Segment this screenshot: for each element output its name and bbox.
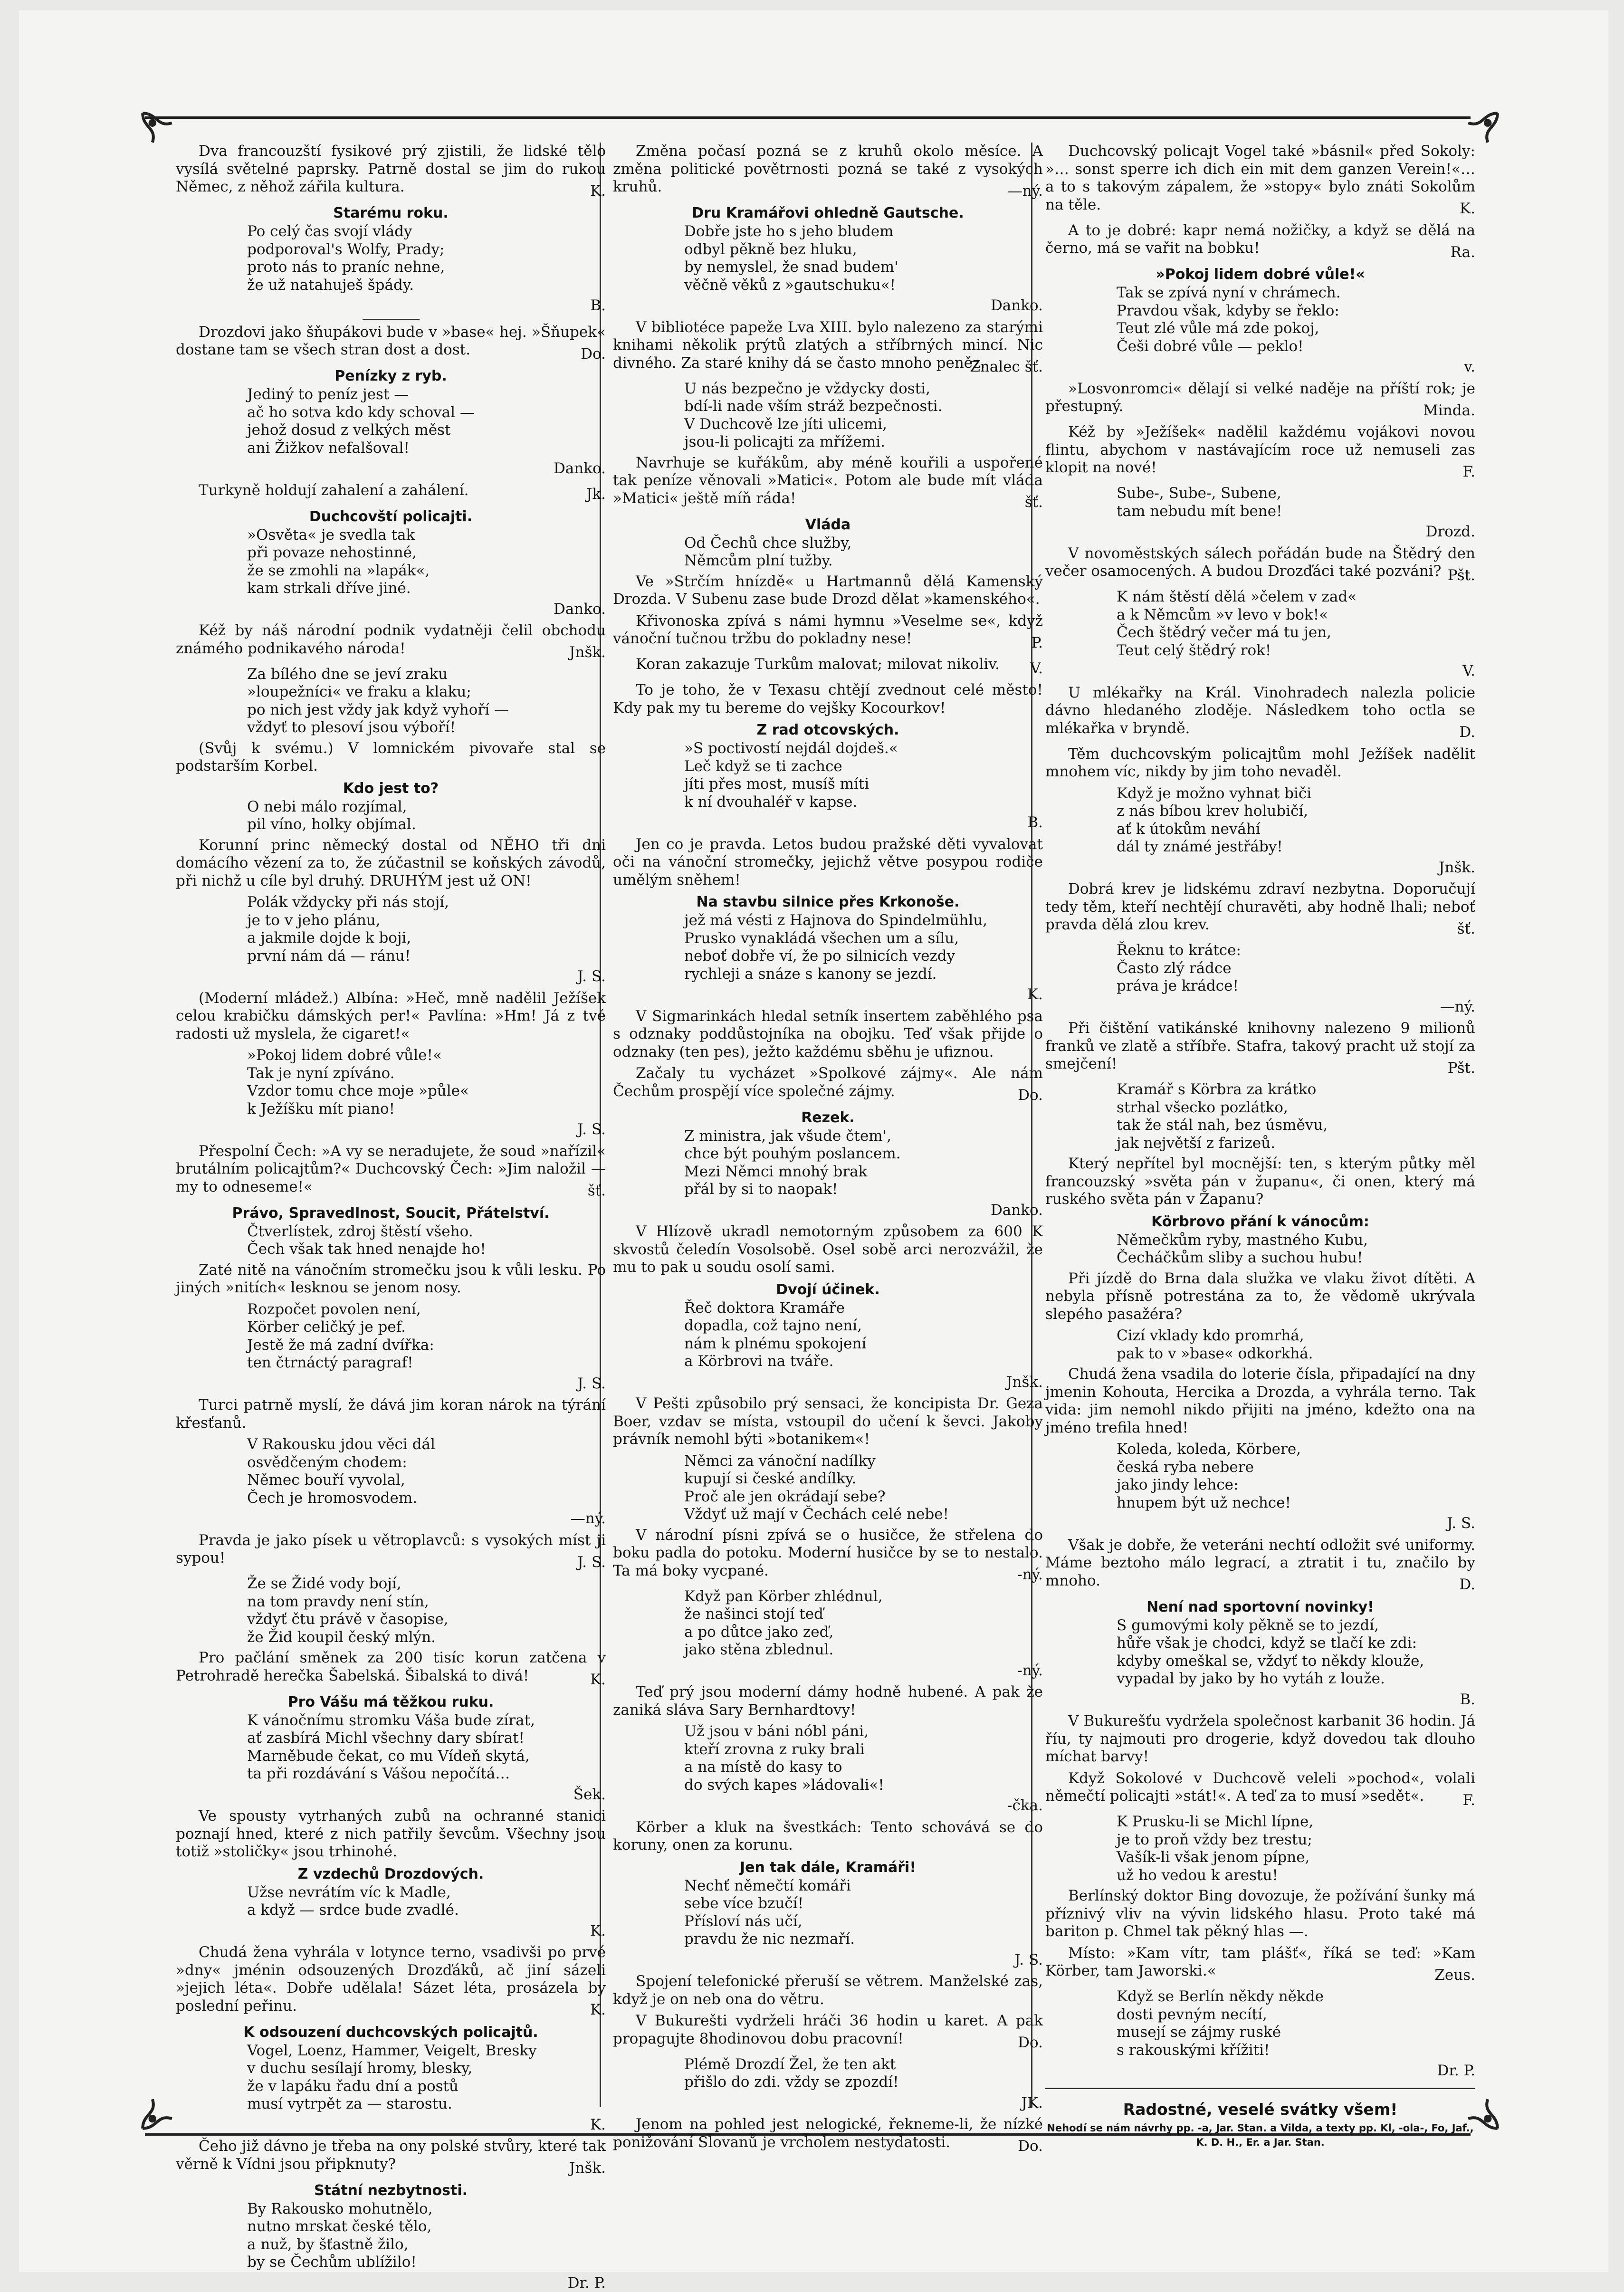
author-signature: Danko. xyxy=(176,460,606,478)
author-signature: Dr. P. xyxy=(1045,2062,1475,2080)
verse-block: U nás bezpečno je vždycky dosti, bdí-li nade vším stráž bezpečnosti. V Duchcově lze jíti ulicemi, jsou-li policajti za mřížemi. xyxy=(613,380,1043,451)
item-heading: Duchcovští policajti. xyxy=(176,508,606,525)
author-signature: Dr. P. xyxy=(176,2274,606,2292)
item-heading: Na stavbu silnice přes Krkonoše. xyxy=(613,894,1043,911)
author-signature: K. xyxy=(176,2001,606,2019)
closing-rule xyxy=(1045,2088,1475,2089)
author-signature: Jnšk. xyxy=(1045,859,1475,877)
verse-block: V Rakousku jdou věci dál osvědčeným chodem: Němec bouří vyvolal, Čech je hromosvodem. xyxy=(176,1436,606,1507)
holiday-greeting: Radostné, veselé svátky všem! xyxy=(1045,2101,1475,2119)
author-signature: J. S. xyxy=(1045,1515,1475,1533)
editorial-note: Nehodí se nám návrhy pp. -a, Jar. Stan. a Vilda, a texty pp. Kl, -ola-, Fo, Jaf., K. D. H., Er. a Jar. Stan. xyxy=(1045,2121,1475,2149)
article-paragraph: Dobrá krev je lidskému zdraví nezbytna. Doporučují tedy těm, kteří nechtějí churavěti, aby hodně lhali; neboť pravda dělá zlou krev. xyxy=(1045,880,1475,934)
verse-block: Čtverlístek, zdroj štěstí všeho. Čech však tak hned nenajde ho! xyxy=(176,1223,606,1259)
verse-block: Za bílého dne se jeví zraku »loupežníci« ve fraku a klaku; po nich jest vždy jak když vyhoří — vždyť to plesoví jsou výboří! xyxy=(176,666,606,737)
article-paragraph: Duchcovský policajt Vogel také »básnil« před Sokoly: »… sonst sperre ich dich ein mit dem ganzen Verein!«… a to s takovým zápalem, že »stopy« bylo znáti Sokolům na těle. xyxy=(1045,143,1475,214)
verse-block: Kramář s Körbra za krátko strhal všecko pozlátko, tak že stál nah, bez úsměvu, jak největší z farizeů. xyxy=(1045,1081,1475,1152)
article-paragraph: Však je dobře, že veteráni nechtí odložit své uniformy. Máme beztoho málo legrací, a ztratit i tu, značilo by mnoho. xyxy=(1045,1537,1475,1590)
article-paragraph: V Sigmarinkách hledal setník insertem zaběhlého psa s odznaky poddůstojníka na obojku. Teď však přijde o odznaky (ten pes), ježto každému sběhu je ufiznou. xyxy=(613,1008,1043,1061)
author-signature: —ný. xyxy=(1045,998,1475,1016)
article-paragraph: To je toho, že v Texasu chtějí zvednout celé město! Kdy pak my tu bereme do vejšky Kocourkov! xyxy=(613,681,1043,717)
article-paragraph: Chudá žena vsadila do loterie čísla, připadající na dny jmenin Kohouta, Hercika a Drozda, a vyhrála terno. Tak vida: jim nemohl nikdo přijiti na jméno, kdežto ona na jméno trefila hned! xyxy=(1045,1366,1475,1437)
verse-block: »Osvěta« je svedla tak při povaze nehostinné, že se zmohli na »lapák«, kam strkali dříve jiné. xyxy=(176,526,606,598)
article-paragraph: Kéž by náš národní podnik vydatněji čelil obchodu známého podnikavého národa! xyxy=(176,622,606,658)
verse-block: Tak se zpívá nyní v chrámech. Pravdou však, kdyby se řeklo: Teut zlé vůle má zde pokoj, Češi dobré vůle — peklo! xyxy=(1045,284,1475,355)
verse-block: Řeknu to krátce: Často zlý rádce práva je krádce! xyxy=(1045,942,1475,995)
author-signature: D. xyxy=(1045,1576,1475,1594)
article-paragraph: Drozdovi jako šňupákovi bude v »base« hej. »Šňupek« dostane tam se všech stran dost a dost. xyxy=(176,324,606,359)
author-signature: Zeus. xyxy=(1045,1967,1475,1985)
author-signature: Danko. xyxy=(613,297,1043,315)
item-heading: Z vzdechů Drozdových. xyxy=(176,1866,606,1883)
author-signature: K. xyxy=(176,1922,606,1940)
verse-block: Nechť němečtí komáři sebe více bzučí! Přísloví nás učí, pravdu že nic nezmaří. xyxy=(613,1877,1043,1948)
author-signature: Minda. xyxy=(1045,402,1475,420)
item-heading: Körbrovo přání k vánocům: xyxy=(1045,1213,1475,1231)
article-paragraph: V Bukurešti vydrželi hráči 36 hodin u karet. A pak propagujte 8hodinovou dobu pracovní! xyxy=(613,2012,1043,2048)
text-column-2 xyxy=(613,143,1043,2105)
article-paragraph: Křivonoska zpívá s námi hymnu »Veselme se«, když vánoční tučnou tržbu do pokladny nese! xyxy=(613,612,1043,648)
author-signature: šť. xyxy=(613,494,1043,512)
article-paragraph: (Moderní mládež.) Albína: »Heč, mně nadělil Ježíšek celou krabičku dámských per!« Pavlína: »Hm! Já z tvé radosti už myslela, že cigaret!« xyxy=(176,990,606,1043)
text-column-3 xyxy=(1045,143,1475,2105)
corner-ornament-icon xyxy=(1463,108,1502,147)
author-signature: B. xyxy=(1045,1691,1475,1709)
article-paragraph: U mlékařky na Král. Vinohradech nalezla policie dávno hledaného zloděje. Následkem toho octla se mlékařka v bryndě. xyxy=(1045,684,1475,738)
item-heading: »Pokoj lidem dobré vůle!« xyxy=(1045,266,1475,283)
verse-block: Sube-, Sube-, Subene, tam nebudu mít bene! xyxy=(1045,485,1475,520)
item-heading: Státní nezbytnosti. xyxy=(176,2182,606,2199)
article-paragraph: Při jízdě do Brna dala služka ve vlaku život dítěti. A nebyla přísně potrestána za to, že vědomě ukrývala slepého pasažéra? xyxy=(1045,1270,1475,1324)
verse-block: »S poctivostí nejdál dojdeš.« Leč když se ti zachce jíti přes most, musíš míti k ní dvouhaléř v kapse. xyxy=(613,740,1043,811)
author-signature: K. xyxy=(1045,200,1475,218)
item-heading: Rezek. xyxy=(613,1109,1043,1127)
article-paragraph: Teď prý jsou moderní dámy hodně hubené. A pak že zaniká sláva Sary Bernhardtovy! xyxy=(613,1683,1043,1719)
article-paragraph: V bibliotéce papeže Lva XIII. bylo nalezeno za starými knihami několik prýtů zlatých a stříbrných mincí. Nic divného. Za staré knihy dá se často mnoho peněz. xyxy=(613,319,1043,372)
verse-block: Po celý čas svojí vlády podporoval's Wolfy, Prady; proto nás to praníc nehne, že už natahuješ špády. xyxy=(176,223,606,294)
article-paragraph: V Pešti způsobilo prý sensaci, že koncipista Dr. Geza Boer, vzdav se místa, vstoupil do učení k ševci. Jakoby právník nemohl býti »botanikem«! xyxy=(613,1395,1043,1449)
author-signature: šť. xyxy=(176,1182,606,1200)
verse-block: K vánočnímu stromku Váša bude zírat, ať zasbírá Michl všechny dary sbírat! Marněbude čekat, co mu Vídeň skytá, ta při rozdávání s Vášou nepočítá… xyxy=(176,1712,606,1783)
item-heading: Kdo jest to? xyxy=(176,780,606,797)
item-heading: Dvojí účinek. xyxy=(613,1281,1043,1299)
item-heading: Jen tak dále, Kramáři! xyxy=(613,1859,1043,1876)
article-paragraph: Spojení telefonické přeruší se větrem. Manželské zas, když je on neb ona do větru. xyxy=(613,1973,1043,2008)
item-heading: Starému roku. xyxy=(176,205,606,222)
verse-block: Němci za vánoční nadílky kupují si české andílky. Proč ale jen okrádají sebe? Vždyť už mají v Čechách celé nebe! xyxy=(613,1452,1043,1524)
article-paragraph: Začaly tu vycházet »Spolkové zájmy«. Ale nám Čechům prospějí více společné zájmy. xyxy=(613,1065,1043,1100)
author-signature: V. xyxy=(1045,662,1475,680)
author-signature: Drozd. xyxy=(1045,523,1475,541)
article-paragraph: Pro pačlání směnek za 200 tisíc korun zatčena v Petrohradě herečka Šabelská. Šibalská to divá! xyxy=(176,1649,606,1685)
verse-block: Z ministra, jak všude čtem', chce být pouhým poslancem. Mezi Němci mnohý brak přál by si to naopak! xyxy=(613,1127,1043,1199)
verse-block: Už jsou v báni nóbl páni, kteří zrovna z ruky brali a na místě do kasy to do svých kapes »ládovali«! xyxy=(613,1723,1043,1794)
article-paragraph: Jenom na pohled jest nelogické, řekneme-li, že nízké ponižování Slovanů je vrcholem nestydatosti. xyxy=(613,2116,1043,2151)
author-signature: Do. xyxy=(613,2034,1043,2052)
verse-block: Dobře jste ho s jeho bludem odbyl pěkně bez hluku, by nemyslel, že snad budem' věčně věků z »gautschuku«! xyxy=(613,223,1043,294)
article-paragraph: »Losvonromci« dělají si velké naděje na příští rok; je přestupný. xyxy=(1045,380,1475,416)
author-signature: V. xyxy=(613,660,1043,678)
article-paragraph: Ve »Strčím hnízdě« u Hartmannů dělá Kamenský Drozda. V Subenu zase bude Drozd dělat »kamenského«. xyxy=(613,573,1043,609)
article-paragraph: Berlínský doktor Bing dovozuje, že požívání šunky má příznivý vliv na vývin lidského hlasu. Proto také má bariton p. Chmel tak pěkný hlas —. xyxy=(1045,1887,1475,1941)
item-heading: Není nad sportovní novinky! xyxy=(1045,1599,1475,1616)
author-signature: v. xyxy=(1045,358,1475,376)
author-signature: K. xyxy=(176,1671,606,1689)
article-paragraph: Místo: »Kam vítr, tam plášť«, říká se teď: »Kam Körber, tam Jaworski.« xyxy=(1045,1945,1475,1980)
article-paragraph: Který nepřítel byl mocnější: ten, s kterým půtky měl francouzský »světa pán v županu«, či onen, který má ruského světa pán v Žapanu? xyxy=(1045,1155,1475,1209)
article-paragraph: Navrhuje se kuřákům, aby méně kouřili a uspořené tak peníze věnovali »Matici«. Potom ale bude mít vláda »Matici« ještě míň ráda! xyxy=(613,454,1043,508)
verse-block: Od Čechů chce služby, Němcům plní tužby. xyxy=(613,535,1043,570)
article-paragraph: Körber a kluk na švestkách: Tento schovává se do koruny, onen za korunu. xyxy=(613,1819,1043,1854)
item-heading: Z rad otcovských. xyxy=(613,722,1043,739)
verse-block: Když pan Körber zhlédnul, že našinci stojí teď a po důtce jako zeď, jako stěna zblednul. xyxy=(613,1588,1043,1659)
article-paragraph: (Svůj k svému.) V lomnickém pivovaře stal se podstarším Korbel. xyxy=(176,740,606,775)
author-signature: Jnšk. xyxy=(613,1374,1043,1392)
author-signature: J. S. xyxy=(176,968,606,986)
verse-block: »Pokoj lidem dobré vůle!« Tak je nyní zpíváno. Vzdor tomu chce moje »půle« k Ježíšku mít piano! xyxy=(176,1047,606,1118)
author-signature: -čka. xyxy=(613,1797,1043,1815)
author-signature: —ný. xyxy=(613,182,1043,201)
article-paragraph: Pravda je jako písek u větroplavců: s vysokých míst ji sypou! xyxy=(176,1532,606,1567)
article-paragraph: Přespolní Čech: »A vy se neradujete, že soud »nařízil« brutálním policajtům?« Duchcovský Čech: »Jim naložil — my to odneseme!« xyxy=(176,1143,606,1196)
verse-block: Že se Židé vody bojí, na tom pravdy není stín, vždyť čtu právě v časopise, že Žid koupil český mlýn. xyxy=(176,1575,606,1646)
author-signature: -ný. xyxy=(613,1566,1043,1584)
corner-ornament-icon xyxy=(138,2094,177,2133)
item-heading: Penízky z ryb. xyxy=(176,368,606,385)
author-signature: Ra. xyxy=(1045,244,1475,262)
author-signature: Jk. xyxy=(176,486,606,504)
item-heading: Pro Vášu má těžkou ruku. xyxy=(176,1694,606,1711)
verse-block: Rozpočet povolen není, Körber celičký je pef. Jestě že má zadní dvířka: ten čtrnáctý paragraf! xyxy=(176,1301,606,1372)
author-signature: J. S. xyxy=(176,1375,606,1393)
author-signature: šť. xyxy=(1045,920,1475,938)
author-signature: J. S. xyxy=(613,1951,1043,1969)
article-paragraph: Těm duchcovským policajtům mohl Ježíšek nadělit mnohem víc, nikdy by jim toho nevaděl. xyxy=(1045,745,1475,781)
article-paragraph: Změna počasí pozná se z kruhů okolo měsíce. A změna politické povětrnosti pozná se také z vysokých kruhů. xyxy=(613,143,1043,196)
verse-block: K Prusku-li se Michl lípne, je to proň vždy bez trestu; Vašík-li však jenom pípne, už ho vedou k arestu! xyxy=(1045,1813,1475,1884)
author-signature: D. xyxy=(1045,724,1475,742)
verse-block: Polák vždycky při nás stojí, je to v jeho plánu, a jakmile dojde k boji, první nám dá — ránu! xyxy=(176,894,606,965)
article-paragraph: Chudá žena vyhrála v lotynce terno, vsadivši po prvé »dny« jménin odsouzených Drozďáků, ač jiní sázeli »jejich léta«. Dobře udělala! Sázet léta, prosázela by poslední peřinu. xyxy=(176,1944,606,2015)
author-signature: F. xyxy=(1045,1792,1475,1810)
author-signature: Pšt. xyxy=(1045,567,1475,585)
author-signature: Znalec šť. xyxy=(613,358,1043,376)
article-paragraph: A to je dobré: kapr nemá nožičky, a když se dělá na černo, má se vařit na bobku! xyxy=(1045,222,1475,258)
article-paragraph: V národní písni zpívá se o husičce, že střelena do boku padla do potoku. Moderní husičce by se to nestalo. Ta má boky vycpané. xyxy=(613,1527,1043,1580)
article-paragraph: V Bukurešťu vydržela společnost karbanit 36 hodin. Já říu, ty najmouti pro drogerie, když dovedou tak dlouho míchat barvy! xyxy=(1045,1712,1475,1766)
article-paragraph: Korunní princ německý dostal od NĚHO tři dni domácího vězení za to, že zúčastnil se koňských závodů, při nichž u cíle byl druhý. DRUHÝM jest už ON! xyxy=(176,837,606,890)
article-paragraph: V novoměstských sálech pořádán bude na Štědrý den večer osamocených. A budou Drozďáci také pozváni? xyxy=(1045,545,1475,581)
author-signature: Danko. xyxy=(176,601,606,619)
verse-block: O nebi málo rozjímal, pil víno, holky objímal. xyxy=(176,798,606,834)
verse-block: Užse nevrátím víc k Madle, a když — srdce bude zvadlé. xyxy=(176,1884,606,1920)
article-paragraph: Ve spousty vytrhaných zubů na ochranné stanici poznají hned, které z nich patřily ševcům. Všechny jsou totiž »stoličky« jsou trhinohé. xyxy=(176,1807,606,1861)
item-heading: Právo, Spravedlnost, Soucit, Přátelství. xyxy=(176,1205,606,1222)
separator-rule xyxy=(363,319,420,320)
verse-block: Když se Berlín někdy někde dosti pevným necítí, musejí se zájmy ruské s rakouskými křížiti! xyxy=(1045,1988,1475,2059)
author-signature: B. xyxy=(176,297,606,315)
author-signature: K. xyxy=(176,2116,606,2134)
article-paragraph: Když Sokolové v Duchcově veleli »pochod«, volali němečtí policajti »stát!«. A teď za to musí »sedět«. xyxy=(1045,1770,1475,1805)
article-paragraph: Turci patrně myslí, že dává jim koran nárok na týrání křesťanů. xyxy=(176,1396,606,1432)
author-signature: JK. xyxy=(613,2094,1043,2112)
author-signature: Jnšk. xyxy=(176,2159,606,2177)
verse-block: Cizí vklady kdo promrhá, pak to v »base« odkorkhá. xyxy=(1045,1327,1475,1363)
author-signature: K. xyxy=(176,182,606,201)
item-heading: K odsouzení duchcovských policajtů. xyxy=(176,2024,606,2041)
author-signature: -ný. xyxy=(613,1662,1043,1680)
author-signature: —ný. xyxy=(176,1510,606,1528)
article-paragraph: Kéž by »Ježíšek« nadělil každému vojákovi novou flintu, abychom v nastávajícím roce už nemuseli zas klopit na nové! xyxy=(1045,423,1475,477)
author-signature: Jnšk. xyxy=(176,644,606,662)
author-signature: Šek. xyxy=(176,1786,606,1804)
verse-block: K nám štěstí dělá »čelem v zad« a k Němcům »v levo v bok!« Čech štědrý večer má tu jen, Teut celý štědrý rok! xyxy=(1045,588,1475,659)
article-paragraph: Čeho již dávno je třeba na ony polské stvůry, které tak věrně k Vídni jsou připknuty? xyxy=(176,2138,606,2173)
author-signature: Pšt. xyxy=(1045,1060,1475,1078)
item-heading: Vláda xyxy=(613,516,1043,534)
verse-block: Vogel, Loenz, Hammer, Veigelt, Bresky v duchu sesílají hromy, blesky, že v lapáku řadu dní a postů musí vytrpět za — starostu. xyxy=(176,2042,606,2113)
author-signature: Do. xyxy=(613,1087,1043,1105)
article-paragraph: Turkyně holdují zahalení a zahálení. xyxy=(176,482,606,500)
item-heading: Dru Kramářovi ohledně Gautsche. xyxy=(613,205,1043,222)
article-paragraph: Při čištění vatikánské knihovny nalezeno 9 milionů franků ve zlatě a stříbře. Stafra, takový pracht už stojí za smejčení! xyxy=(1045,1020,1475,1073)
author-signature: J. S. xyxy=(176,1554,606,1572)
article-paragraph: Koran zakazuje Turkům malovat; milovat nikoliv. xyxy=(613,656,1043,674)
verse-block: Koleda, koleda, Körbere, česká ryba nebere jako jindy lehce: hnupem být už nechce! xyxy=(1045,1441,1475,1512)
text-column-1 xyxy=(176,143,606,2105)
verse-block: By Rakousko mohutnělo, nutno mrskat české tělo, a nuž, by šťastně žilo, by se Čechům ublížilo! xyxy=(176,2200,606,2272)
verse-block: Řeč doktora Kramáře dopadla, což tajno není, nám k plnému spokojení a Körbrovi na tváře. xyxy=(613,1299,1043,1371)
author-signature: P. xyxy=(613,634,1043,652)
verse-block: S gumovými koly pěkně se to jezdí, hůře však je chodci, když se tlačí ke zdi: kdyby omeškal se, vždyť to někdy klouže, vypadal by jako by ho vytáh z louže. xyxy=(1045,1617,1475,1688)
verse-block: Jediný to peníz jest — ač ho sotva kdo kdy schoval — jehož dosud z velkých měst ani Žižkov nefalšoval! xyxy=(176,386,606,457)
verse-block: Plémě Drozdí Žel, že ten akt přišlo do zdi. vždy se zpozdí! xyxy=(613,2056,1043,2091)
verse-block: jež má vésti z Hajnova do Spindelmühlu, Prusko vynakládá všechen um a sílu, neboť dobře ví, že po silnicích vezdy rychleji a snáze s kanony se jezdí. xyxy=(613,912,1043,983)
author-signature: F. xyxy=(1045,463,1475,481)
article-paragraph: V Hlízově ukradl nemotorným způsobem za 600 K skvostů čeledín Vosolsobě. Osel sobě arci nerozvážil, že mu to pak u soudu osolí sami. xyxy=(613,1223,1043,1277)
author-signature: Do. xyxy=(613,2138,1043,2156)
article-paragraph: Zaté nitě na vánočním stromečku jsou k vůli lesku. Po jiných »nitích« lesknou se jenom nosy. xyxy=(176,1261,606,1297)
author-signature: B. xyxy=(613,814,1043,832)
article-paragraph: Jen co je pravda. Letos budou pražské děti vyvalovat oči na vánoční stromečky, jejichž větve posypou rodiče umělým sněhem! xyxy=(613,836,1043,889)
verse-block: Když je možno vyhnat biči z nás bíbou krev holubičí, ať k útokům neváhí dál ty známé jestřáby! xyxy=(1045,785,1475,856)
article-paragraph: Dva francouzští fysikové prý zjistili, že lidské tělo vysílá světelné paprsky. Patrně dostal se jim do rukou Němec, z něhož zářila kultura. xyxy=(176,143,606,196)
author-signature: J. S. xyxy=(176,1121,606,1139)
verse-block: Němečkům ryby, mastného Kubu, Čecháčkům sliby a suchou hubu! xyxy=(1045,1232,1475,1267)
author-signature: Do. xyxy=(176,345,606,363)
author-signature: K. xyxy=(613,986,1043,1004)
author-signature: Danko. xyxy=(613,1202,1043,1220)
corner-ornament-icon xyxy=(138,108,177,147)
text-column-3-body xyxy=(1045,143,1475,2080)
